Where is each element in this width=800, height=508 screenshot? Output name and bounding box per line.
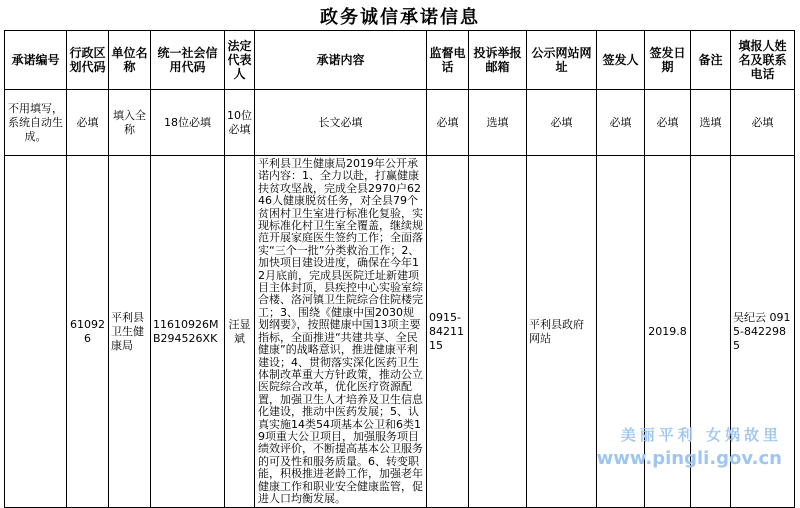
filler-contact-cell: 吴纪云 0915-8422985 bbox=[731, 156, 795, 508]
requirement-cell: 10位必填 bbox=[225, 90, 255, 156]
unit-name-cell: 平利县卫生健康局 bbox=[109, 156, 151, 508]
requirement-cell: 不用填写，系统自动生成。 bbox=[5, 90, 67, 156]
requirement-cell: 18位必填 bbox=[151, 90, 225, 156]
remark-cell bbox=[691, 156, 731, 508]
legal-rep-cell: 汪显斌 bbox=[225, 156, 255, 508]
header-cell: 签发人 bbox=[597, 31, 645, 90]
requirement-cell: 必填 bbox=[427, 90, 469, 156]
commitment-content-cell: 平利县卫生健康局2019年公开承诺内容：1、全力以赴，打赢健康扶贫攻坚战，完成全县2970户6246人健康脱贫任务，对全县79个贫困村卫生室进行标准化复验，实现标准化村卫生室全覆盖，继续规范开展家庭医生签约工作；全面落实“三个一批”分类救治工作；2、加快项目建设进度，确保在今年12月底前，完成县医院迁址新建项目主体封顶，县疾控中心实验室综合楼、洛河镇卫生院综合住院楼完工；3、围绕《健康中国2030规划纲要》，按照健康中国13项主要指标，全面推进“共建共享、全民健康”的战略意识，推进健康平利建设；4、贯彻落实深化医药卫生体制改革重大方针政策，推动公立医院综合改革，优化医疗资源配置，加强卫生人才培养及卫生信息化建设，推动中医药发展；5、认真实施14类54项基本公卫和6类19项重大公卫项目，加强服务项目绩效评价，不断提高基本公卫服务的可及性和服务质量。6、转变职能，积极推进老龄工作，加强老年健康工作和职业安全健康监管，促进人口均衡发展。 bbox=[255, 156, 427, 508]
requirement-cell: 必填 bbox=[527, 90, 597, 156]
header-cell: 填报人姓名及联系电话 bbox=[731, 31, 795, 90]
requirement-cell: 填入全称 bbox=[109, 90, 151, 156]
sign-date-cell: 2019.8 bbox=[645, 156, 691, 508]
requirement-cell: 长文必填 bbox=[255, 90, 427, 156]
website-cell: 平利县政府网站 bbox=[527, 156, 597, 508]
requirement-cell: 必填 bbox=[731, 90, 795, 156]
header-row bbox=[5, 31, 795, 90]
header-cell: 承诺内容 bbox=[255, 31, 427, 90]
requirement-cell: 必填 bbox=[597, 90, 645, 156]
data-row bbox=[5, 156, 795, 508]
requirement-cell: 选填 bbox=[469, 90, 527, 156]
header-cell: 单位名称 bbox=[109, 31, 151, 90]
watermark-url: www.pingli.gov.cn bbox=[596, 448, 782, 469]
header-cell: 法定代表人 bbox=[225, 31, 255, 90]
region-code-cell: 610926 bbox=[67, 156, 109, 508]
requirement-cell: 选填 bbox=[691, 90, 731, 156]
page-title: 政务诚信承诺信息 bbox=[320, 7, 480, 28]
header-cell: 公示网站网址 bbox=[527, 31, 597, 90]
credit-code-cell: 11610926MB294526XK bbox=[151, 156, 225, 508]
requirement-row bbox=[5, 90, 795, 156]
commitment-table bbox=[4, 30, 795, 508]
watermark-slogan: 美丽平利 女娲故里 bbox=[620, 426, 782, 444]
complaint-email-cell bbox=[469, 156, 527, 508]
header-cell: 承诺编号 bbox=[5, 31, 67, 90]
commitment-number-cell bbox=[5, 156, 67, 508]
header-cell: 监督电话 bbox=[427, 31, 469, 90]
requirement-cell: 必填 bbox=[67, 90, 109, 156]
header-cell: 签发日期 bbox=[645, 31, 691, 90]
supervision-phone-cell: 0915-8421115 bbox=[427, 156, 469, 508]
signer-cell bbox=[597, 156, 645, 508]
header-cell: 投诉举报邮箱 bbox=[469, 31, 527, 90]
header-cell: 行政区划代码 bbox=[67, 31, 109, 90]
requirement-cell: 必填 bbox=[645, 90, 691, 156]
header-cell: 备注 bbox=[691, 31, 731, 90]
header-cell: 统一社会信用代码 bbox=[151, 31, 225, 90]
